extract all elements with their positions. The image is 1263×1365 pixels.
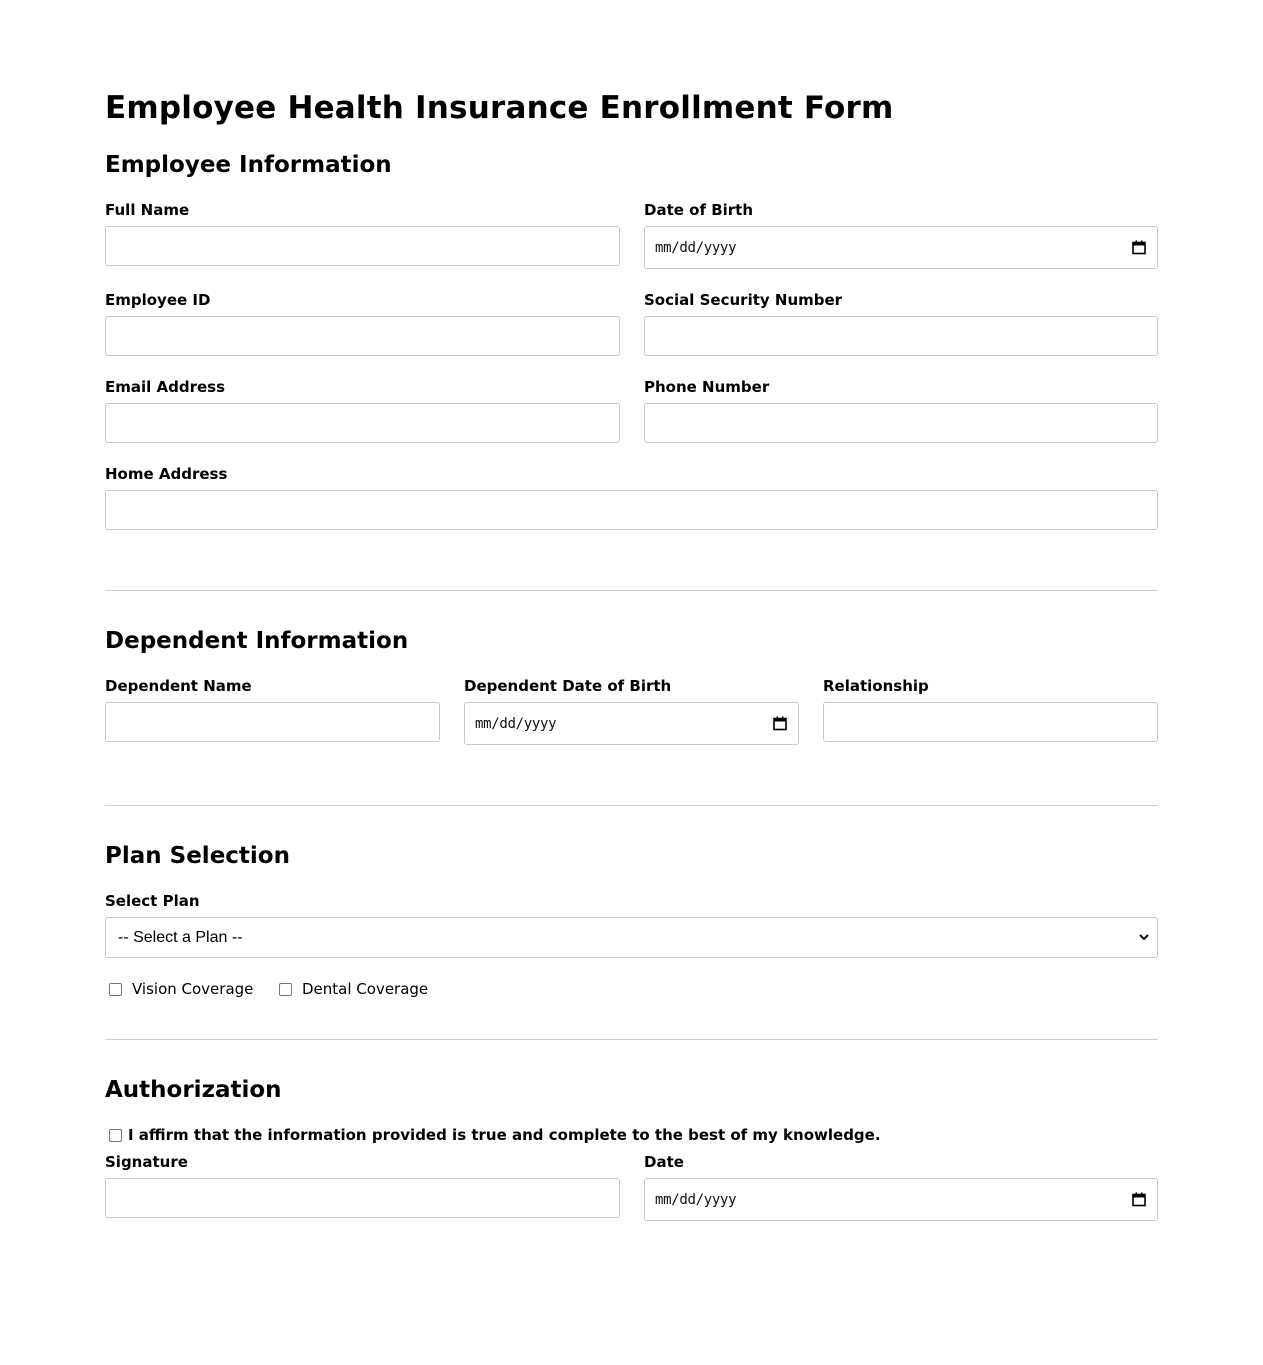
home-address-label: Home Address (105, 465, 228, 483)
dependent-name-input[interactable] (105, 702, 440, 742)
home-address-input[interactable] (105, 490, 1158, 530)
date-label: Date (644, 1153, 684, 1171)
phone-input[interactable] (644, 403, 1158, 443)
page-title: Employee Health Insurance Enrollment Form (105, 90, 894, 126)
select-plan-label: Select Plan (105, 892, 200, 910)
section-divider (105, 805, 1158, 806)
affirm-option[interactable] (109, 1125, 881, 1145)
date-of-birth-input[interactable] (644, 226, 1158, 269)
calendar-icon[interactable] (773, 716, 787, 731)
ssn-label: Social Security Number (644, 291, 843, 309)
ssn-input[interactable] (644, 316, 1158, 356)
chevron-down-icon (1139, 934, 1149, 941)
dependent-dob-placeholder: mm/dd/yyyy (475, 715, 557, 732)
dental-coverage-label[interactable]: Dental Coverage (302, 980, 429, 998)
affirm-label[interactable]: I affirm that the information provided is true and complete to the best of my knowledge. (128, 1126, 881, 1144)
vision-coverage-option[interactable] (109, 979, 253, 999)
calendar-icon[interactable] (1132, 240, 1146, 255)
vision-coverage-label[interactable]: Vision Coverage (132, 980, 254, 998)
full-name-input[interactable] (105, 226, 620, 266)
signature-date-input[interactable] (644, 1178, 1158, 1221)
select-plan-dropdown[interactable] (105, 917, 1158, 958)
dependent-dob-label: Dependent Date of Birth (464, 677, 672, 695)
phone-label: Phone Number (644, 378, 770, 396)
relationship-input[interactable] (823, 702, 1158, 742)
vision-coverage-checkbox[interactable] (109, 983, 122, 996)
section-heading-employee: Employee Information (105, 152, 392, 178)
select-plan-value: -- Select a Plan -- (118, 928, 243, 946)
affirm-checkbox[interactable] (109, 1129, 122, 1142)
section-divider (105, 590, 1158, 591)
email-label: Email Address (105, 378, 226, 396)
section-divider (105, 1039, 1158, 1040)
dependent-name-label: Dependent Name (105, 677, 252, 695)
employee-id-input[interactable] (105, 316, 620, 356)
section-heading-plan: Plan Selection (105, 843, 290, 869)
date-of-birth-placeholder: mm/dd/yyyy (655, 239, 737, 256)
signature-date-placeholder: mm/dd/yyyy (655, 1191, 737, 1208)
date-of-birth-label: Date of Birth (644, 201, 754, 219)
employee-id-label: Employee ID (105, 291, 211, 309)
full-name-label: Full Name (105, 201, 190, 219)
section-heading-dependent: Dependent Information (105, 628, 409, 654)
relationship-label: Relationship (823, 677, 929, 695)
calendar-icon[interactable] (1132, 1192, 1146, 1207)
dental-coverage-checkbox[interactable] (279, 983, 292, 996)
signature-input[interactable] (105, 1178, 620, 1218)
signature-label: Signature (105, 1153, 188, 1171)
section-heading-authorization: Authorization (105, 1077, 282, 1103)
dental-coverage-option[interactable] (279, 979, 428, 999)
dependent-dob-input[interactable] (464, 702, 799, 745)
email-input[interactable] (105, 403, 620, 443)
